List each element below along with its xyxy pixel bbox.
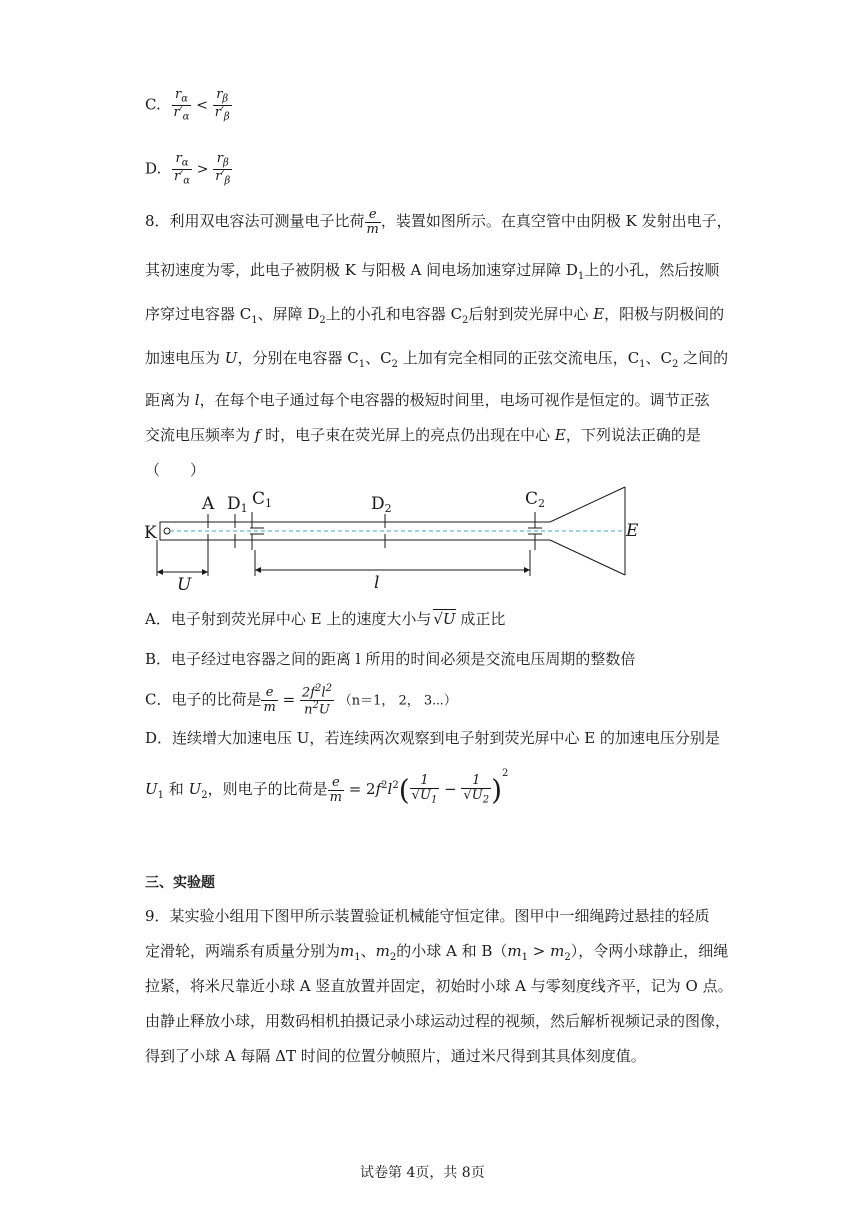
text: 拉紧，将米尺靠近小球 A 竖直放置并固定，初始时小球 A 与零刻度线齐平，记为 O 点。 xyxy=(145,977,733,995)
text: 8．利用双电容法可测量电子比荷 xyxy=(145,212,365,231)
text: 上的小孔和电容器 C xyxy=(325,305,463,323)
text: 距离为 xyxy=(145,391,195,409)
option-d-line-2: $U_1$ 和 $U_2$，则电子的比荷是 $\frac{e}{m}$ = $2f^2l^2$( $\frac{1}{√U_1}$ − $\frac{1}{√U_2}$ )$^2$ xyxy=(145,768,509,807)
q8-line-5: 距离为 l，在每个电子通过每个电容器的极短时间里，电场可视作是恒定的。调节正弦 xyxy=(145,391,710,409)
sqrt-u: √U xyxy=(433,610,456,628)
text: 和 xyxy=(164,780,189,798)
label-c1: C1 xyxy=(252,489,273,510)
text: 、C xyxy=(365,349,392,367)
label-e: E xyxy=(626,521,639,541)
option-c-prev: C. $\frac{r_\alpha}{r'_\alpha}$ < $\frac{r_\beta}{r'_\beta}$ xyxy=(145,87,230,123)
q9-line-2: 定滑轮，两端系有质量分别为$m_1$、$m_2$的小球 A 和 $B(m_1 > m_2)$，令两小球静止，细绳 xyxy=(145,942,729,963)
text: （ ） xyxy=(145,461,206,479)
text: 得到了小球 A 每隔 ΔT 时间的位置分帧照片，通过米尺得到其具体刻度值。 xyxy=(145,1047,646,1065)
section-title: 三、实验题 xyxy=(145,875,215,891)
formula: $\frac{r_\alpha}{r'_\alpha}$ xyxy=(174,151,190,187)
q8-line-2: 其初速度为零，此电子被阴极 K 与阳极 A 间电场加速穿过屏障 $D_1$上的小孔，然后按顺 xyxy=(145,261,720,282)
option-d-line-1 xyxy=(145,727,720,748)
em-ratio: $\frac{e}{m}$ xyxy=(263,685,276,715)
text: C．电子的比荷是 xyxy=(145,690,262,709)
text: 之间的 xyxy=(678,349,729,367)
text: ，下列说法正确的是 xyxy=(565,426,701,444)
formula: $\frac{r_\beta}{r'_\beta}$ xyxy=(215,151,231,187)
label-d2: D2 xyxy=(371,494,392,515)
q8-line-3: 序穿过电容器 $C_1$、屏障 $D_2$上的小孔和电容器 $C_2$后射到荧光屏中心 E，阳极与阴极间的 xyxy=(145,305,725,326)
text: 上加有完全相同的正弦交流电压，C xyxy=(397,349,640,367)
cathode-cap xyxy=(160,522,170,540)
text: ，在每个电子通过每个电容器的极短时间里，电场可视作是恒定的。调节正弦 xyxy=(199,391,710,409)
label-k: K xyxy=(144,523,157,543)
text: （n＝1， 2， 3⋯） xyxy=(338,693,457,709)
label-d1: D1 xyxy=(227,494,248,515)
text: ，分别在电容器 C xyxy=(237,349,359,367)
q8-line-4: 加速电压为 U，分别在电容器 $C_1$、$C_2$ 上加有完全相同的正弦交流电压，$C_1$、$C_2$ 之间的 xyxy=(145,349,729,370)
em-ratio: $\frac{e}{m}$ xyxy=(366,207,379,237)
formula: $\frac{2f^2l^2}{n^2U}$ xyxy=(301,683,332,718)
option-b xyxy=(145,648,635,669)
arrowheads xyxy=(157,567,530,575)
q9-line-3 xyxy=(145,975,733,996)
label-u: U xyxy=(177,575,192,594)
text: ），令两小球静止，细绳 xyxy=(570,942,729,960)
text: 定滑轮，两端系有质量分别为 xyxy=(145,942,341,960)
option-a xyxy=(145,608,505,629)
formula: $\frac{1}{√U_1}$ xyxy=(411,773,438,806)
text: 、C xyxy=(645,349,673,367)
q9-line-5 xyxy=(145,1045,646,1066)
text: 加速电压为 xyxy=(145,349,225,367)
q8-line-6: 交流电压频率为 f 时，电子束在荧光屏上的亮点仍出现在中心 E，下列说法正确的是 xyxy=(145,426,701,444)
text: 9．某实验小组用下图甲所示装置验证机械能守恒定律。图甲中一细绳跨过悬挂的轻质 xyxy=(145,907,710,925)
em-ratio: $\frac{e}{m}$ xyxy=(329,774,342,805)
label-a: A xyxy=(202,494,215,514)
text: B．电子经过电容器之间的距离 l 所用的时间必须是交流电压周期的整数倍 xyxy=(145,650,636,668)
q8-answer-blank xyxy=(145,459,205,480)
q8-line-1 xyxy=(145,208,732,236)
flare-bottom xyxy=(550,540,625,575)
text: 交流电压频率为 xyxy=(145,426,255,444)
cathode-dot xyxy=(164,528,170,534)
text: 、 xyxy=(360,942,376,960)
text: ，阳极与阴极间的 xyxy=(604,305,725,323)
text: 后射到荧光屏中心 xyxy=(468,305,594,323)
option-label: C. xyxy=(145,95,161,114)
text: ，则电子的比荷是 xyxy=(207,780,328,798)
label-c2: C2 xyxy=(525,489,546,510)
q9-line-4 xyxy=(145,1010,730,1031)
option-d-prev: D. $\frac{r_\alpha}{r'_\alpha}$ > $\frac{r_\beta}{r'_\beta}$ xyxy=(145,151,231,187)
text: 由静止释放小球，用数码相机拍摄记录小球运动过程的视频，然后解析视频记录的图像， xyxy=(145,1012,731,1030)
text: ，装置如图所示。在真空管中由阴极 K 发射出电子， xyxy=(380,212,732,231)
q9-line-1 xyxy=(145,905,710,926)
option-c: C．电子的比荷是 $\frac{e}{m}$ = $\frac{2f^2l^2}{n^2U}$ （n＝1， 2， 3⋯） xyxy=(145,683,457,718)
page-footer: 试卷第 4页，共 8页 xyxy=(360,1165,485,1181)
text: 、屏障 D xyxy=(257,305,320,323)
formula: $\frac{r_\beta}{r'_\beta}$ xyxy=(214,87,230,123)
text: 序穿过电容器 C xyxy=(145,305,252,323)
text: 其初速度为零，此电子被阴极 K 与阳极 A 间电场加速穿过屏障 D xyxy=(145,261,578,279)
vacuum-tube-diagram xyxy=(140,484,660,594)
text: 时，电子束在荧光屏上的亮点仍出现在中心 xyxy=(260,426,555,444)
text: 上的小孔，然后按顺 xyxy=(584,261,720,279)
text: 成正比 xyxy=(455,610,506,628)
text: 的小球 A 和 B（ xyxy=(396,942,508,960)
flare-top xyxy=(550,487,625,522)
label-l: l xyxy=(374,573,380,593)
text: A．电子射到荧光屏中心 E 上的速度大小与 xyxy=(145,610,432,628)
option-label: D. xyxy=(145,159,162,178)
formula: $\frac{r_\alpha}{r'_\alpha}$ xyxy=(173,87,190,123)
formula: $\frac{1}{√U_2}$ xyxy=(463,773,490,806)
text: D．连续增大加速电压 U，若连续两次观察到电子射到荧光屏中心 E 的加速电压分别是 xyxy=(145,729,720,747)
